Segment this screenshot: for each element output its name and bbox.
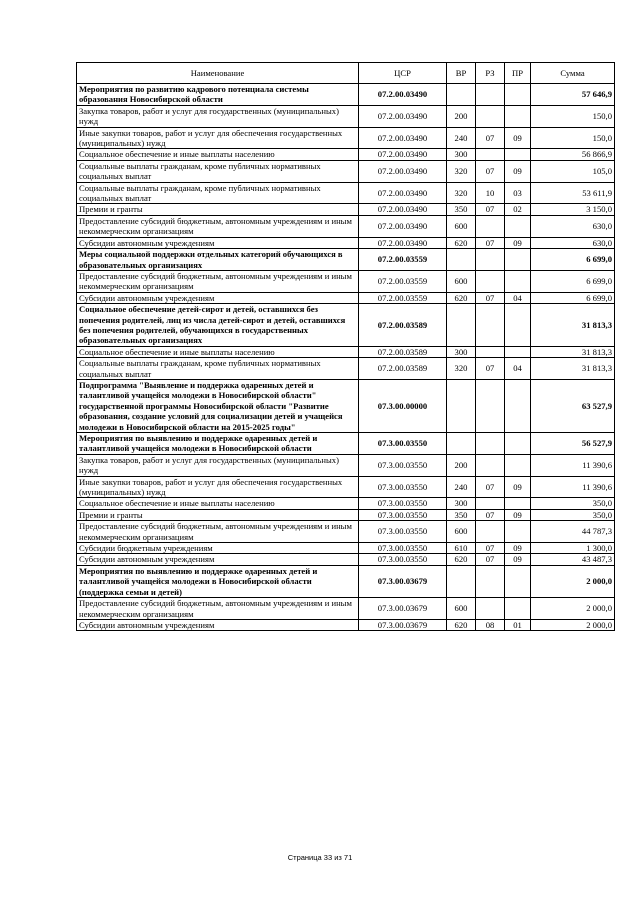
- cell-rz: 10: [476, 182, 505, 204]
- cell-name: Социальное обеспечение детей-сирот и детей, оставшихся без попечения родителей, лиц из числа детей-сирот и детей, оставшихся без попечения родителей, обучающихся в государственных образовательных организациях: [77, 304, 359, 347]
- table-row: [77, 160, 615, 182]
- cell-rz: [476, 304, 505, 347]
- cell-pr: [505, 598, 531, 620]
- cell-csr: 07.2.00.03490: [359, 160, 447, 182]
- table-row: [77, 476, 615, 498]
- cell-sum: 57 646,9: [531, 84, 615, 106]
- cell-csr: 07.3.00.03679: [359, 565, 447, 597]
- cell-vr: 300: [447, 498, 476, 509]
- cell-csr: 07.2.00.03490: [359, 182, 447, 204]
- cell-pr: [505, 149, 531, 160]
- cell-sum: 31 813,3: [531, 304, 615, 347]
- table-row: [77, 292, 615, 303]
- cell-pr: 09: [505, 476, 531, 498]
- cell-sum: 150,0: [531, 127, 615, 149]
- cell-pr: [505, 565, 531, 597]
- cell-name: Закупка товаров, работ и услуг для государственных (муниципальных) нужд: [77, 454, 359, 476]
- cell-name: Подпрограмма "Выявление и поддержка одаренных детей и талантливой учащейся молодежи в Новосибирской области" государственной программы Новосибирской области "Развитие образования, создание условий для социализации детей и учащейся молодежи в Новосибирской области на 2015-2025 годы": [77, 379, 359, 432]
- header-rz: РЗ: [476, 63, 505, 84]
- cell-pr: [505, 215, 531, 237]
- table-row: [77, 498, 615, 509]
- cell-vr: 620: [447, 619, 476, 630]
- cell-pr: [505, 304, 531, 347]
- cell-sum: 150,0: [531, 105, 615, 127]
- cell-sum: 350,0: [531, 498, 615, 509]
- cell-pr: 02: [505, 204, 531, 215]
- cell-name: Социальные выплаты гражданам, кроме публичных нормативных социальных выплат: [77, 160, 359, 182]
- cell-sum: 63 527,9: [531, 379, 615, 432]
- header-pr: ПР: [505, 63, 531, 84]
- cell-rz: 08: [476, 619, 505, 630]
- cell-rz: 07: [476, 204, 505, 215]
- cell-name: Субсидии бюджетным учреждениям: [77, 543, 359, 554]
- cell-vr: 320: [447, 182, 476, 204]
- cell-rz: 07: [476, 127, 505, 149]
- cell-name: Субсидии автономным учреждениям: [77, 292, 359, 303]
- cell-csr: 07.2.00.03490: [359, 204, 447, 215]
- cell-csr: 07.3.00.03550: [359, 476, 447, 498]
- cell-pr: 09: [505, 509, 531, 520]
- cell-csr: 07.2.00.03490: [359, 215, 447, 237]
- cell-name: Мероприятия по развитию кадрового потенциала системы образования Новосибирской области: [77, 84, 359, 106]
- cell-vr: 350: [447, 204, 476, 215]
- cell-csr: 07.2.00.03490: [359, 127, 447, 149]
- cell-pr: [505, 521, 531, 543]
- cell-vr: 300: [447, 346, 476, 357]
- cell-pr: [505, 249, 531, 271]
- cell-rz: 07: [476, 543, 505, 554]
- cell-name: Закупка товаров, работ и услуг для государственных (муниципальных) нужд: [77, 105, 359, 127]
- cell-csr: 07.3.00.03550: [359, 521, 447, 543]
- cell-vr: 300: [447, 149, 476, 160]
- cell-sum: 44 787,3: [531, 521, 615, 543]
- cell-csr: 07.2.00.03589: [359, 358, 447, 380]
- cell-csr: 07.3.00.03550: [359, 543, 447, 554]
- cell-name: Предоставление субсидий бюджетным, автономным учреждениям и иным некоммерческим организациям: [77, 215, 359, 237]
- cell-sum: 6 699,0: [531, 292, 615, 303]
- cell-name: Социальные выплаты гражданам, кроме публичных нормативных социальных выплат: [77, 358, 359, 380]
- cell-name: Социальное обеспечение и иные выплаты населению: [77, 346, 359, 357]
- cell-rz: 07: [476, 509, 505, 520]
- cell-rz: [476, 249, 505, 271]
- cell-rz: [476, 379, 505, 432]
- cell-vr: 620: [447, 237, 476, 248]
- cell-csr: 07.2.00.03490: [359, 105, 447, 127]
- cell-rz: [476, 565, 505, 597]
- table-row: [77, 270, 615, 292]
- cell-sum: 1 300,0: [531, 543, 615, 554]
- cell-csr: 07.2.00.03490: [359, 149, 447, 160]
- cell-pr: [505, 84, 531, 106]
- cell-vr: 610: [447, 543, 476, 554]
- cell-rz: 07: [476, 160, 505, 182]
- cell-sum: 31 813,3: [531, 346, 615, 357]
- cell-vr: [447, 304, 476, 347]
- cell-rz: 07: [476, 358, 505, 380]
- cell-csr: 07.3.00.03550: [359, 498, 447, 509]
- table-row: [77, 433, 615, 455]
- cell-rz: [476, 521, 505, 543]
- table-row: [77, 84, 615, 106]
- cell-name: Социальные выплаты гражданам, кроме публичных нормативных социальных выплат: [77, 182, 359, 204]
- cell-vr: 200: [447, 454, 476, 476]
- cell-rz: [476, 454, 505, 476]
- cell-name: Предоставление субсидий бюджетным, автономным учреждениям и иным некоммерческим организациям: [77, 598, 359, 620]
- cell-rz: [476, 105, 505, 127]
- header-name: Наименование: [77, 63, 359, 84]
- cell-rz: [476, 433, 505, 455]
- cell-vr: 320: [447, 160, 476, 182]
- table-body: [77, 84, 615, 631]
- cell-vr: 620: [447, 292, 476, 303]
- cell-csr: 07.3.00.00000: [359, 379, 447, 432]
- cell-pr: 09: [505, 160, 531, 182]
- cell-pr: [505, 346, 531, 357]
- cell-csr: 07.2.00.03589: [359, 346, 447, 357]
- cell-csr: 07.3.00.03550: [359, 554, 447, 565]
- cell-sum: 56 866,9: [531, 149, 615, 160]
- cell-pr: [505, 433, 531, 455]
- cell-vr: 600: [447, 598, 476, 620]
- cell-sum: 53 611,9: [531, 182, 615, 204]
- table-row: [77, 204, 615, 215]
- table-row: [77, 237, 615, 248]
- cell-vr: [447, 565, 476, 597]
- cell-sum: 11 390,6: [531, 476, 615, 498]
- cell-name: Премии и гранты: [77, 509, 359, 520]
- cell-name: Социальное обеспечение и иные выплаты населению: [77, 149, 359, 160]
- cell-pr: [505, 454, 531, 476]
- table-row: [77, 127, 615, 149]
- table-row: [77, 149, 615, 160]
- cell-sum: 56 527,9: [531, 433, 615, 455]
- table-row: [77, 454, 615, 476]
- table-row: [77, 521, 615, 543]
- table-row: [77, 379, 615, 432]
- cell-name: Премии и гранты: [77, 204, 359, 215]
- cell-sum: 2 000,0: [531, 598, 615, 620]
- cell-name: Субсидии автономным учреждениям: [77, 619, 359, 630]
- cell-vr: [447, 433, 476, 455]
- cell-vr: 620: [447, 554, 476, 565]
- cell-pr: [505, 498, 531, 509]
- cell-csr: 07.2.00.03490: [359, 237, 447, 248]
- cell-rz: [476, 598, 505, 620]
- cell-rz: [476, 270, 505, 292]
- cell-sum: 31 813,3: [531, 358, 615, 380]
- cell-pr: 09: [505, 554, 531, 565]
- cell-sum: 630,0: [531, 237, 615, 248]
- cell-sum: 6 699,0: [531, 270, 615, 292]
- cell-name: Предоставление субсидий бюджетным, автономным учреждениям и иным некоммерческим организациям: [77, 521, 359, 543]
- cell-sum: 105,0: [531, 160, 615, 182]
- cell-sum: 43 487,3: [531, 554, 615, 565]
- table-row: [77, 346, 615, 357]
- cell-rz: [476, 498, 505, 509]
- table-row: [77, 105, 615, 127]
- cell-pr: 03: [505, 182, 531, 204]
- cell-vr: 600: [447, 270, 476, 292]
- cell-name: Мероприятия по выявлению и поддержке одаренных детей и талантливой учащейся молодежи в Новосибирской области: [77, 433, 359, 455]
- header-csr: ЦСР: [359, 63, 447, 84]
- cell-pr: [505, 379, 531, 432]
- table-row: [77, 182, 615, 204]
- cell-csr: 07.3.00.03679: [359, 598, 447, 620]
- cell-pr: 04: [505, 358, 531, 380]
- cell-csr: 07.2.00.03559: [359, 270, 447, 292]
- cell-name: Предоставление субсидий бюджетным, автономным учреждениям и иным некоммерческим организациям: [77, 270, 359, 292]
- header-sum: Сумма: [531, 63, 615, 84]
- cell-name: Иные закупки товаров, работ и услуг для обеспечения государственных (муниципальных) нужд: [77, 476, 359, 498]
- cell-vr: 240: [447, 476, 476, 498]
- cell-pr: [505, 270, 531, 292]
- cell-sum: 6 699,0: [531, 249, 615, 271]
- cell-rz: [476, 149, 505, 160]
- cell-rz: [476, 84, 505, 106]
- cell-sum: 3 150,0: [531, 204, 615, 215]
- cell-rz: [476, 215, 505, 237]
- table-header-row: [77, 63, 615, 84]
- table-row: [77, 554, 615, 565]
- cell-vr: 320: [447, 358, 476, 380]
- cell-vr: [447, 84, 476, 106]
- cell-vr: 240: [447, 127, 476, 149]
- table-row: [77, 619, 615, 630]
- cell-pr: [505, 105, 531, 127]
- table-row: [77, 358, 615, 380]
- cell-csr: 07.3.00.03550: [359, 433, 447, 455]
- cell-name: Мероприятия по выявлению и поддержке одаренных детей и талантливой учащейся молодежи в Новосибирской области (поддержка семьи и детей): [77, 565, 359, 597]
- cell-rz: 07: [476, 554, 505, 565]
- table-row: [77, 598, 615, 620]
- table-row: [77, 249, 615, 271]
- cell-name: Субсидии автономным учреждениям: [77, 554, 359, 565]
- cell-name: Меры социальной поддержки отдельных категорий обучающихся в образовательных организациях: [77, 249, 359, 271]
- table-row: [77, 215, 615, 237]
- cell-sum: 11 390,6: [531, 454, 615, 476]
- header-vr: ВР: [447, 63, 476, 84]
- table-row: [77, 304, 615, 347]
- cell-rz: 07: [476, 237, 505, 248]
- page-number: Страница 33 из 71: [287, 853, 353, 862]
- cell-vr: [447, 379, 476, 432]
- cell-sum: 2 000,0: [531, 619, 615, 630]
- cell-csr: 07.2.00.03559: [359, 249, 447, 271]
- cell-csr: 07.2.00.03559: [359, 292, 447, 303]
- cell-rz: [476, 346, 505, 357]
- cell-vr: [447, 249, 476, 271]
- table-row: [77, 543, 615, 554]
- cell-csr: 07.2.00.03589: [359, 304, 447, 347]
- cell-name: Субсидии автономным учреждениям: [77, 237, 359, 248]
- cell-csr: 07.2.00.03490: [359, 84, 447, 106]
- cell-name: Иные закупки товаров, работ и услуг для обеспечения государственных (муниципальных) нужд: [77, 127, 359, 149]
- cell-name: Социальное обеспечение и иные выплаты населению: [77, 498, 359, 509]
- cell-vr: 600: [447, 215, 476, 237]
- cell-rz: 07: [476, 292, 505, 303]
- cell-pr: 09: [505, 127, 531, 149]
- cell-pr: 04: [505, 292, 531, 303]
- cell-vr: 600: [447, 521, 476, 543]
- cell-sum: 630,0: [531, 215, 615, 237]
- cell-vr: 350: [447, 509, 476, 520]
- table-row: [77, 565, 615, 597]
- cell-sum: 2 000,0: [531, 565, 615, 597]
- cell-pr: 09: [505, 543, 531, 554]
- cell-csr: 07.3.00.03550: [359, 454, 447, 476]
- budget-table: [76, 62, 615, 631]
- cell-rz: 07: [476, 476, 505, 498]
- cell-csr: 07.3.00.03550: [359, 509, 447, 520]
- cell-csr: 07.3.00.03679: [359, 619, 447, 630]
- cell-pr: 09: [505, 237, 531, 248]
- table-row: [77, 509, 615, 520]
- cell-vr: 200: [447, 105, 476, 127]
- cell-pr: 01: [505, 619, 531, 630]
- cell-sum: 350,0: [531, 509, 615, 520]
